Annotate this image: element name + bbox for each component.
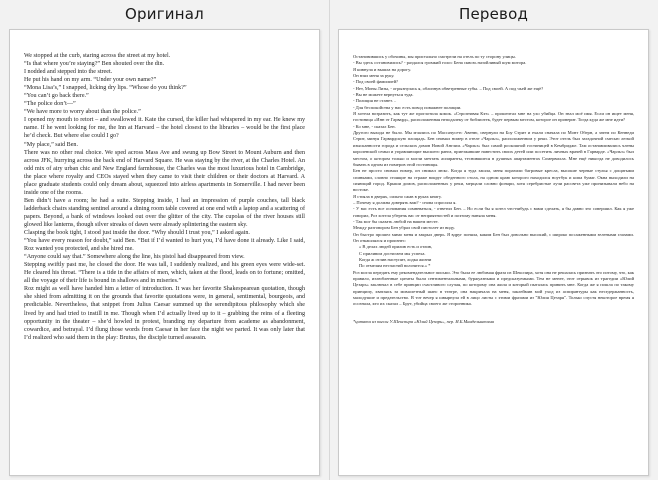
original-line: We stopped at the curb, staring across the street at my hotel. [24, 53, 171, 59]
translation-line: Я стояла в дверях, сильно сжав в руках книгу. [353, 193, 442, 199]
original-line: “My place,” said Ben. [24, 141, 78, 148]
translation-document-body [339, 30, 648, 335]
translation-paragraph: Другого выхода не было. Мы мчались по Массачусетс Авеню, свернули на Боу Стрит и ехали сначала по Монт Оберн, а затем по Кеннеди Стрит, минуя Гарвардскую площадь. Бен снимал номер в отеле «Чарльз», расположенном у реки. Этот отель был загадочной смесью легкой изысканности города и сельских домов Новой Англии. «Чарльз» был самой роскошной гостиницей в Кембридже. Там останавливались члены королевской семьи и управляющие высшего ранга, приезжавшие навестить своих детей или посетить личных врачей в Гарварде. «Чарльз» был местом, о котором только и могли мечтать аспиранты, теснившиеся в душных апартаментах Сомервилла. Мне ещё никогда не доводилось бывать в одном из номеров этой гостиницы. [353, 130, 634, 167]
translation-verse-line: « В делах людей прилив есть и отлив, [359, 244, 433, 250]
translation-line: - Для беспокойства у нас есть повод поважнее полиции. [353, 104, 462, 110]
original-paragraph: Ben didn’t have a room; he had a suite. Stepping inside, I had an impression of purple couches, tall black ladderback chairs standing sentinel around a dining room table covered at one end with a laptop and a scattering of papers. Beyond, a bank of windows looked out over the glitter of the city. The cupolas of the river houses still glowed like lanterns, though silver streaks of dawn were already splintering the eastern sky. [24, 197, 305, 228]
original-paragraph: “You have every reason for doubt,” said Ben. “But if I’d wanted to hurt you, I’d have done it already. Like I said, Roz wanted you protected, and she hired me. [24, 238, 305, 253]
translation-verse-line: Когда ж отлив наступит, лодка жизни [359, 257, 432, 262]
original-document-body [10, 30, 319, 352]
translation-line: – Почему я должна доверять вам? - снова спросила я. [353, 199, 457, 205]
original-paragraph: There was no other real choice. We sped across Mass Ave and swung up Bow Street to Mount Auburn and then across JFK, hurrying across the back end of Harvard Square. He was staying by the river, at the Charles Hotel. An odd mix of airy urban chic and New England farmhouse, the Charles was the most luxurious hotel in Cambridge, the place where royalty and CEOs stayed when they came to visit their children or their doctors at Harvard. A place graduate students could only dream about, squeezed into airless apartments in Somerville. I had never been inside one of the rooms. [24, 149, 305, 196]
footnote-spacer [353, 308, 634, 319]
column-divider [329, 0, 330, 480]
original-line: Clasping the book tight, I stood just inside the door. “Why should I trust you,” I asked again. [24, 230, 250, 237]
translation-line: - Нет, Моны Лизы, - огрызнулась я, облизнув обветренные губы. – Под своей. А под чьей же ещё? [353, 85, 544, 91]
original-line: “The police don’t—” [24, 101, 76, 108]
original-paragraph: Roz might as well have handed him a letter of introduction. It was her favorite Shakespearean quotation, though she shied from admitting it on the grounds that favorite quotations were, in general, sentimental, bourgeois, and predictable. Nevertheless, that snippet from Julius Caesar summed up the serendipitous philosophy which she lived by and had tried to instill in me. Though when I’d actually lived up to it – grabbing the reins of a fleeting opportunity in the theater – she’d howled in protest, branding my departure from academe as abandonment, cowardice, and betrayal. I’d flung those words from Caesar in her face the night we parted. It was only later that I’d realized who said them in the play: Brutus, the disciple turned assassin. [24, 286, 305, 341]
original-line: He put his hand on my arm. “Under your own name?” [24, 77, 157, 84]
translation-line: - Вы здесь остановились? - раздался громкий голос Бена сквозь назойливый шум мотора. [353, 60, 527, 66]
original-line: “Is that where you’re staying?” Ben shouted over the din. [24, 61, 165, 68]
translation-paragraph: Роз могла передать ему рекомендательное письмо. Это была ее любимая фраза из Шекспира, хотя она не решалась признать это потому, что, как правило, излюбленные цитаты были сентиментальными, буржуазными и предсказуемыми. Тем не менее, этот отрывок из трагедии «Юлий Цезарь» заключал в себе принцип счастливого случая, по которому она жила и который пыталась привить мне. Когда же я пошла по такому принципу, хватаясь за мимолетный шанс в театре, она накричала на меня, заклеймив мой уход из аспирантуры как неседержанность, малодушие и предательство. В тот вечер я швырнула ей в лицо листы с этими фразами из "Юлия Цезаря". Только спустя некоторое время я осознала, кто их сказал – Брут, убийца своего же сторонника. [353, 269, 634, 307]
translation-paragraph: - У вас есть все основания сомневаться, - ответил Бен. – Но если бы я хотел что-нибудь с вами сделать, я бы давно это совершил. Как я уже говорил, Роз хотела уберечь вас от неприятностей и поэтому наняла меня. [353, 206, 634, 218]
translation-line: - Так мог бы сказать любой на вашем месте. [353, 218, 439, 224]
translation-line: - Ко мне, - сказал Бен. [353, 123, 396, 129]
translation-line: - Полиция не станет… [353, 98, 397, 104]
translation-line: Я кивнула и вышла на дорогу. [353, 66, 412, 72]
translation-verse-line: По отмелям несчастий волочится.» * [359, 263, 431, 269]
translation-line: Он взял меня за руку. [353, 73, 395, 79]
translation-column [329, 0, 658, 480]
translation-paragraph: Он быстро прошел мимо меня и закрыл дверь. Я вдруг поняла, каким Бен был довольно высокий, с широко посаженными зелеными глазами. Он откашлялся и произнес: [353, 231, 634, 243]
translation-line: Остановившись у обочины, мы пристально смотрели на отель по ту сторону улицы. [353, 54, 516, 59]
original-line: “We have more to worry about than the police.” [24, 109, 141, 116]
translation-footnote: *цитата из пьесы У.Шекспира «Юлий Цезарь», пер. И.Б.Мандельштама [353, 318, 494, 324]
original-paragraph: I opened my mouth to retort – and swallowed it. Kate the cursed, the killer had whispered in my ear. He knew my name. If he went looking for me, the Inn at Harvard – the hotel closest to the libraries – would be the first place he’d check. But where else could I go? [24, 117, 305, 140]
translation-line: Между разговором Бен убрал свой пистолет из виду. [353, 225, 455, 231]
original-line: “Anyone could say that.” Somewhere along the line, his pistol had disappeared from view. [24, 254, 245, 261]
original-paragraph: Stepping swiftly past me, he closed the door. He was tall, I suddenly realized, and his green eyes were wide-set. He cleared his throat. “There is a tide in the affairs of men, which, taken at the flood, leads on to fortune; omitted, all the voyage of their life is bound in shallows and in miseries.” [24, 262, 305, 285]
original-column-heading: Оригинал [125, 5, 204, 23]
original-line: I nodded and stepped into the street. [24, 69, 113, 76]
translation-document-panel [338, 29, 649, 476]
translation-column-heading: Перевод [458, 5, 529, 23]
original-line: “You can’t go back there.” [24, 93, 89, 100]
original-line: “Mona Lisa’s,” I snapped, licking dry lips. “Whose do you think?” [24, 85, 187, 92]
original-document-panel [9, 29, 320, 476]
translation-verse-line: С приливом достигаем мы успеха. [359, 250, 426, 256]
translation-paragraph: Я хотела возразить, как тут же проглотила комок. «Строптивая Кэт» – прошептал мне на ухо убийца. Он знал моё имя. Если он ищет меня, гостиница «Инн эт Гарвард», расположенная неподалеку от библиотек, будет первым местом, которое он проверит. Тогда куда же мне идти? [353, 111, 634, 123]
translation-line: - Вы не можете вернуться туда. [353, 92, 414, 98]
translation-line: - Под своей фамилией? [353, 79, 399, 85]
translation-paragraph: Бен не просто снимал номер, он снимал люкс. Когда я туда зашла, меня поразили багровые кресла, высокие черные стулья с дощатыми спинками, словно стоящие на страже вокруг обеденного стола, на одном краю которого находился ноутбук и кипа бумаг. Окна выходили на сияющий город. Крыши домов, расположенных у реки, мерцали словно фонари, хотя серебристые лучи рассвета уже пронизывали небо на востоке. [353, 168, 634, 193]
